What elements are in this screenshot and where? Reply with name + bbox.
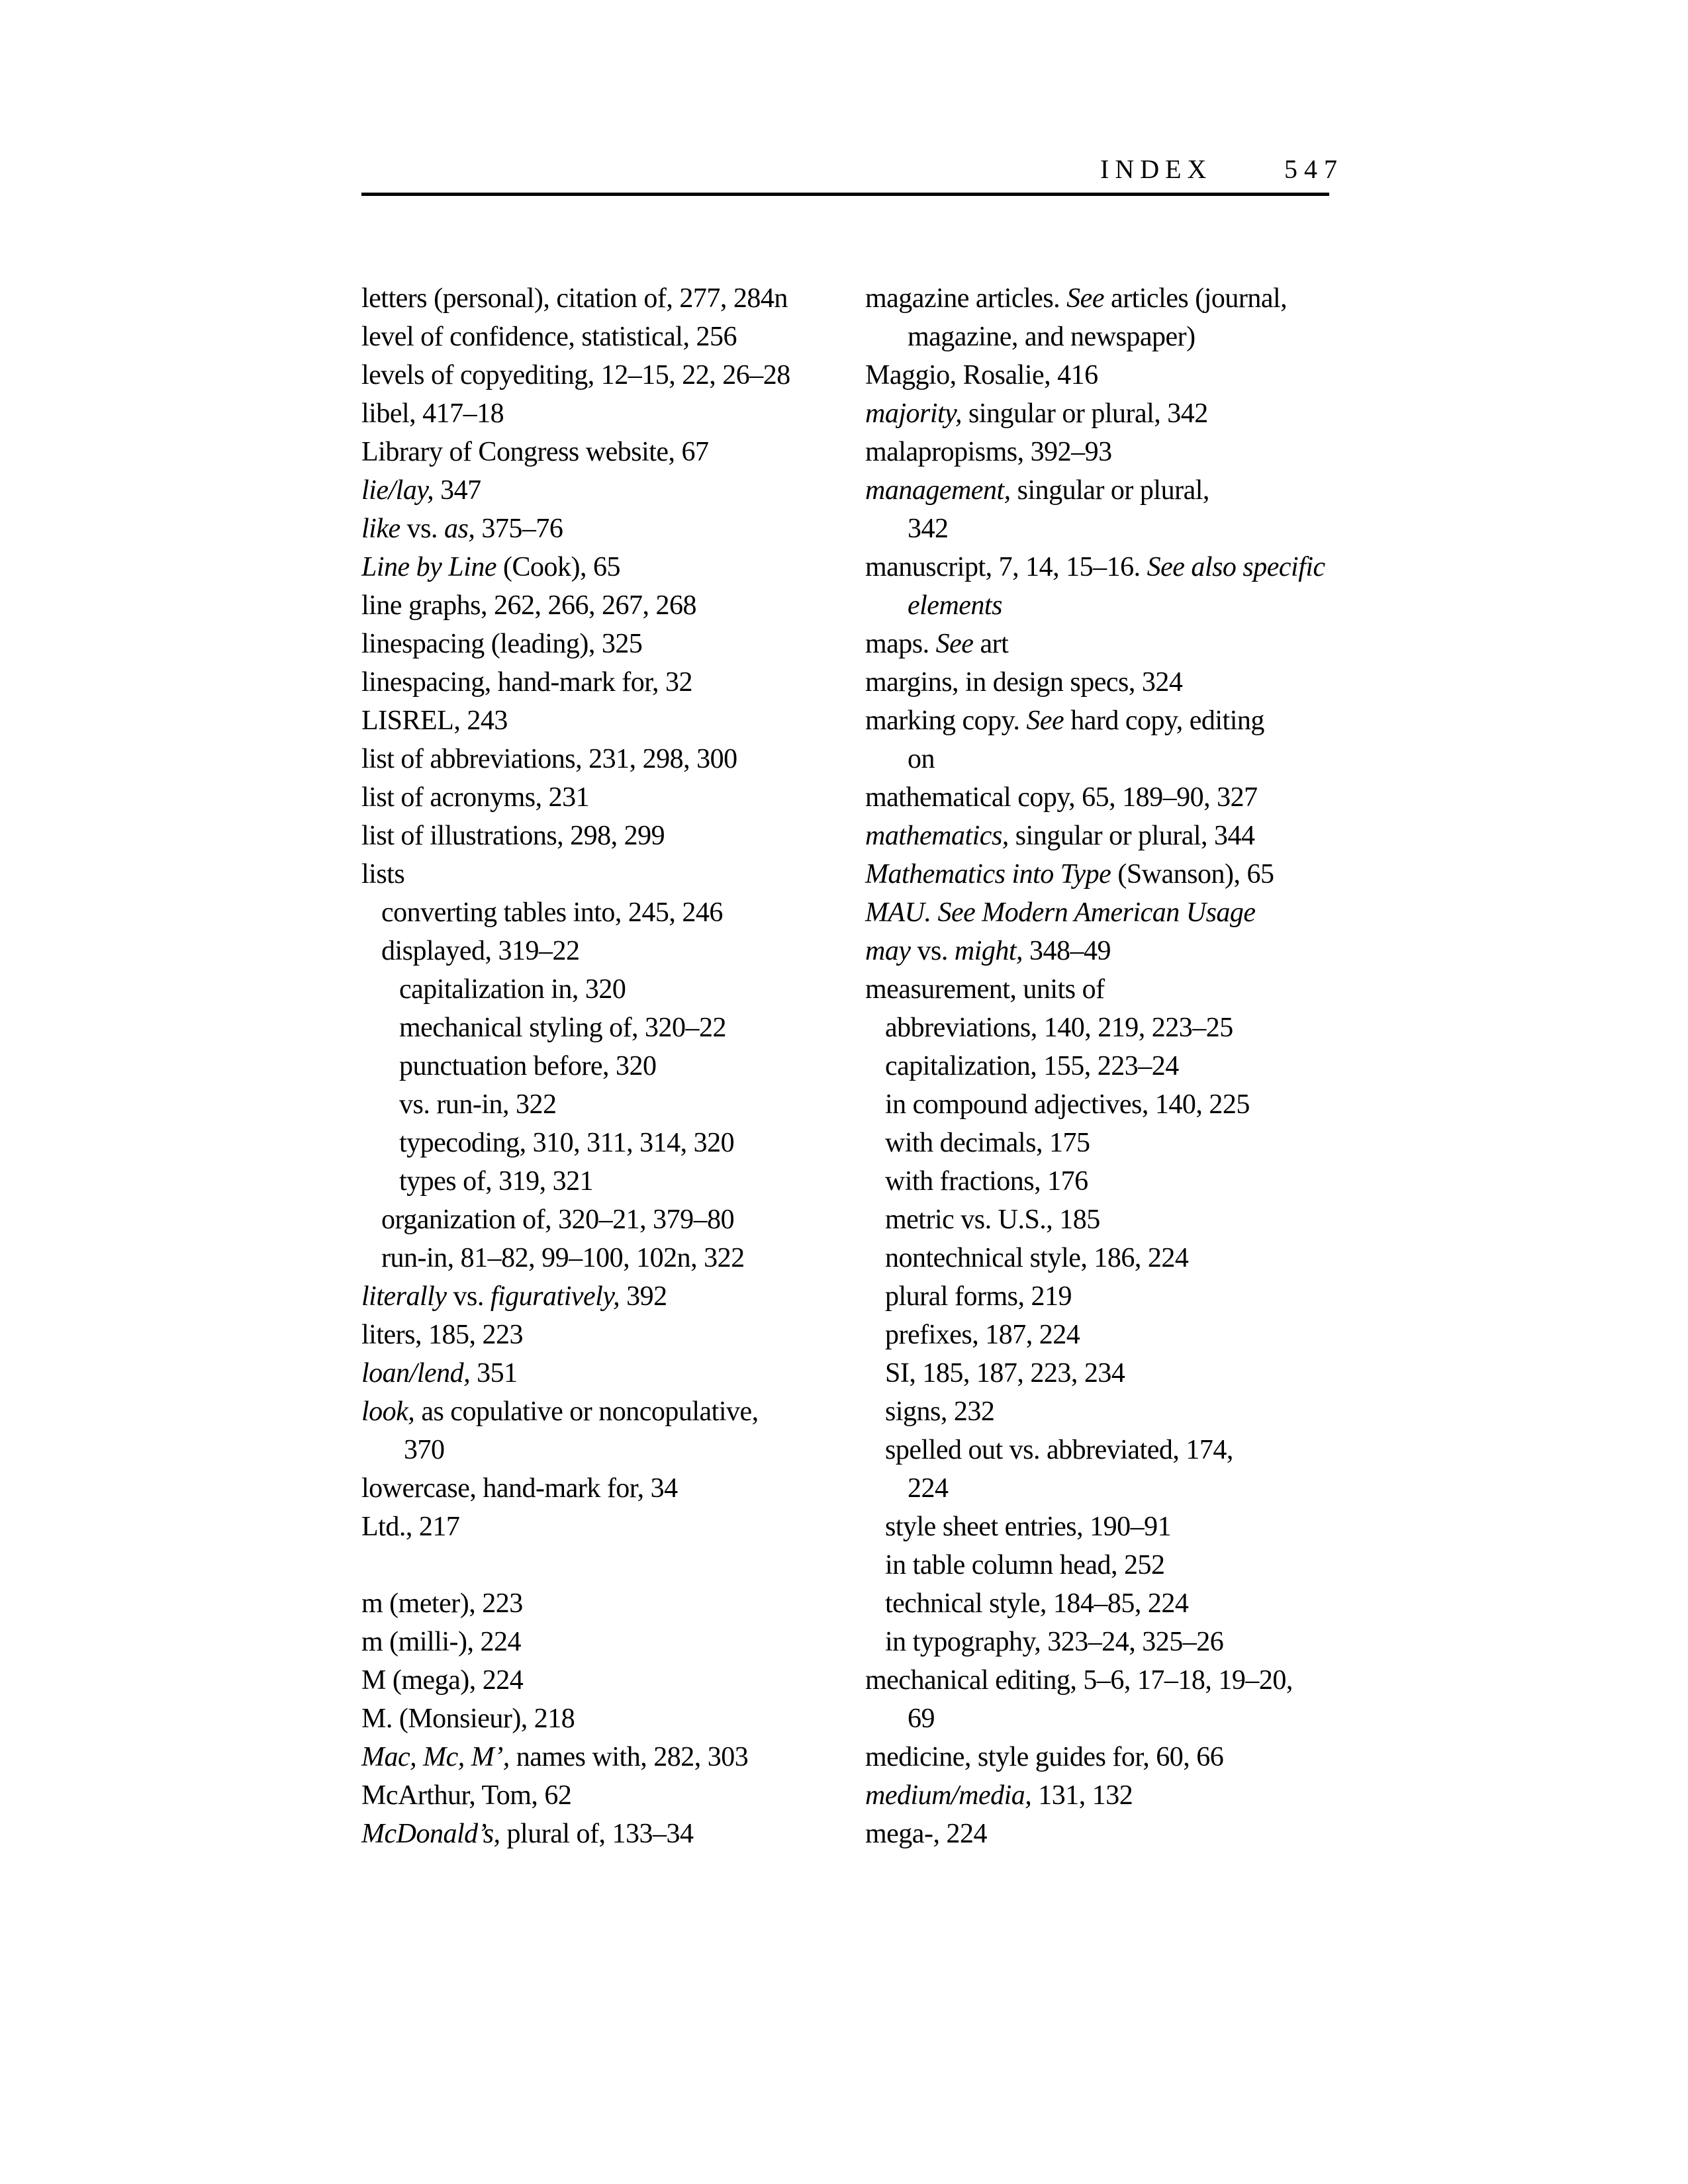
index-entry-line bbox=[865, 1546, 1368, 1584]
index-entry-line bbox=[361, 625, 865, 663]
entry-text: vs. bbox=[910, 936, 955, 966]
entry-text: SI, 185, 187, 223, 234 bbox=[885, 1358, 1125, 1388]
index-entry-line bbox=[865, 1469, 1368, 1508]
entry-text-italic: may bbox=[865, 936, 911, 966]
entry-text: plural forms, 219 bbox=[885, 1281, 1072, 1312]
entry-text: linespacing (leading), 325 bbox=[361, 629, 643, 659]
index-entry-line bbox=[361, 1162, 865, 1201]
entry-text: list of illustrations, 298, 299 bbox=[361, 821, 665, 851]
entry-text: art bbox=[973, 629, 1009, 659]
entry-text: 342 bbox=[908, 514, 949, 544]
index-entry-line bbox=[361, 1469, 865, 1508]
index-entry-line bbox=[865, 625, 1368, 663]
index-entry-line bbox=[865, 1623, 1368, 1661]
index-entry-line bbox=[361, 702, 865, 740]
entry-text: 351 bbox=[470, 1358, 518, 1388]
index-entry-line bbox=[865, 663, 1368, 702]
index-entry-line bbox=[361, 1277, 865, 1316]
entry-text: converting tables into, 245, 246 bbox=[381, 897, 723, 928]
index-entry-line bbox=[865, 1584, 1368, 1623]
index-entry-line bbox=[361, 740, 865, 778]
index-entry-line bbox=[361, 471, 865, 510]
entry-text: linespacing, hand-mark for, 32 bbox=[361, 667, 692, 698]
entry-text: in typography, 323–24, 325–26 bbox=[885, 1627, 1224, 1657]
entry-text: typecoding, 310, 311, 314, 320 bbox=[399, 1128, 735, 1158]
entry-text: 370 bbox=[404, 1435, 445, 1465]
index-entry-line bbox=[865, 1124, 1368, 1162]
index-entry-line bbox=[361, 1815, 865, 1853]
entry-text: prefixes, 187, 224 bbox=[885, 1320, 1080, 1350]
entry-text-italic: lie/lay, bbox=[361, 475, 434, 506]
index-entry-line bbox=[361, 1508, 865, 1546]
page-number: 547 bbox=[1284, 154, 1344, 184]
entry-text-italic: See bbox=[1026, 705, 1064, 736]
entry-text: Library of Congress website, 67 bbox=[361, 437, 709, 467]
entry-text: Maggio, Rosalie, 416 bbox=[865, 360, 1098, 390]
index-entry-line bbox=[865, 1201, 1368, 1239]
index-entry-line bbox=[865, 740, 1368, 778]
index-entry-line bbox=[865, 1162, 1368, 1201]
entry-text: lowercase, hand-mark for, 34 bbox=[361, 1473, 678, 1504]
entry-text: style sheet entries, 190–91 bbox=[885, 1512, 1172, 1542]
entry-text: magazine articles. bbox=[865, 283, 1067, 314]
index-entry-line bbox=[865, 893, 1368, 932]
index-entry-line bbox=[865, 1700, 1368, 1738]
index-entry-line bbox=[865, 471, 1368, 510]
index-entry-line bbox=[361, 1124, 865, 1162]
header-rule bbox=[361, 193, 1329, 196]
entry-text: magazine, and newspaper) bbox=[908, 322, 1196, 352]
entry-text: 69 bbox=[908, 1704, 935, 1734]
index-entry-line bbox=[865, 1776, 1368, 1815]
entry-text: vs. bbox=[446, 1281, 491, 1312]
entry-text: manuscript, 7, 14, 15–16. bbox=[865, 552, 1147, 582]
index-entry-line bbox=[865, 1239, 1368, 1277]
entry-text: mechanical styling of, 320–22 bbox=[399, 1013, 727, 1043]
entry-text: displayed, 319–22 bbox=[381, 936, 580, 966]
index-entry-line bbox=[361, 279, 865, 318]
entry-text: levels of copyediting, 12–15, 22, 26–28 bbox=[361, 360, 790, 390]
entry-text: 131, 132 bbox=[1031, 1780, 1133, 1811]
entry-text: in table column head, 252 bbox=[885, 1550, 1165, 1580]
entry-text: line graphs, 262, 266, 267, 268 bbox=[361, 590, 696, 621]
entry-text: plural of, 133–34 bbox=[500, 1819, 694, 1849]
entry-text: mega-, 224 bbox=[865, 1819, 987, 1849]
index-entry-line bbox=[361, 1623, 865, 1661]
entry-text-italic: Mathematics into Type bbox=[865, 859, 1111, 889]
blank-line bbox=[361, 1546, 865, 1584]
index-entry-line bbox=[865, 817, 1368, 855]
index-entry-line bbox=[865, 855, 1368, 893]
index-entry-line bbox=[361, 318, 865, 356]
entry-text: Ltd., 217 bbox=[361, 1512, 460, 1542]
entry-text: names with, 282, 303 bbox=[509, 1742, 749, 1772]
index-entry-line bbox=[865, 1277, 1368, 1316]
entry-text: technical style, 184–85, 224 bbox=[885, 1588, 1189, 1619]
index-entry-line bbox=[361, 1700, 865, 1738]
index-entry-line bbox=[865, 1316, 1368, 1354]
entry-text: 375–76 bbox=[475, 514, 563, 544]
index-entry-line bbox=[361, 970, 865, 1009]
entry-text: hard copy, editing bbox=[1064, 705, 1264, 736]
entry-text: metric vs. U.S., 185 bbox=[885, 1205, 1100, 1235]
entry-text-italic: like bbox=[361, 514, 400, 544]
index-entry-line bbox=[865, 1661, 1368, 1700]
index-entry-line bbox=[361, 1201, 865, 1239]
entry-text: articles (journal, bbox=[1103, 283, 1288, 314]
running-head-title: INDEX bbox=[1100, 154, 1213, 184]
entry-text: margins, in design specs, 324 bbox=[865, 667, 1183, 698]
index-entry-line bbox=[361, 1776, 865, 1815]
entry-text: level of confidence, statistical, 256 bbox=[361, 322, 737, 352]
entry-text: letters (personal), citation of, 277, 284n bbox=[361, 283, 788, 314]
entry-text: with fractions, 176 bbox=[885, 1166, 1088, 1197]
index-entry-line bbox=[361, 394, 865, 433]
index-entry-line bbox=[361, 1354, 865, 1392]
index-entry-line bbox=[361, 1661, 865, 1700]
index-entry-line bbox=[361, 1047, 865, 1085]
entry-text: organization of, 320–21, 379–80 bbox=[381, 1205, 735, 1235]
index-entry-line bbox=[865, 510, 1368, 548]
entry-text-italic: mathematics, bbox=[865, 821, 1009, 851]
index-entry-line bbox=[865, 1392, 1368, 1431]
index-entry-line bbox=[865, 1009, 1368, 1047]
entry-text-italic: look, bbox=[361, 1396, 415, 1427]
entry-text-italic: majority, bbox=[865, 398, 962, 429]
entry-text: lists bbox=[361, 859, 405, 889]
entry-text: 224 bbox=[908, 1473, 949, 1504]
index-entry-line bbox=[865, 1815, 1368, 1853]
entry-text: vs. run-in, 322 bbox=[399, 1089, 557, 1120]
entry-text: vs. bbox=[400, 514, 444, 544]
entry-text: singular or plural, bbox=[1010, 475, 1209, 506]
entry-text: capitalization, 155, 223–24 bbox=[885, 1051, 1179, 1081]
entry-text-italic: medium/media, bbox=[865, 1780, 1032, 1811]
index-entry-line bbox=[361, 1392, 865, 1431]
index-entry-line bbox=[865, 702, 1368, 740]
index-entry-line bbox=[361, 586, 865, 625]
entry-text: with decimals, 175 bbox=[885, 1128, 1090, 1158]
entry-text: on bbox=[908, 744, 935, 774]
entry-text: spelled out vs. abbreviated, 174, bbox=[885, 1435, 1233, 1465]
entry-text: abbreviations, 140, 219, 223–25 bbox=[885, 1013, 1233, 1043]
index-entry-line bbox=[865, 394, 1368, 433]
index-entry-line bbox=[361, 893, 865, 932]
index-entry-line bbox=[865, 1085, 1368, 1124]
index-entry-line bbox=[865, 1738, 1368, 1776]
entry-text-italic: MAU. See Modern American Usage bbox=[865, 897, 1256, 928]
entry-text-italic: See bbox=[935, 629, 974, 659]
entry-text-italic: See also specific bbox=[1147, 552, 1325, 582]
entry-text-italic: Line by Line bbox=[361, 552, 496, 582]
entry-text: signs, 232 bbox=[885, 1396, 995, 1427]
entry-text-italic: management, bbox=[865, 475, 1011, 506]
index-entry-line bbox=[865, 970, 1368, 1009]
entry-text: m (milli-), 224 bbox=[361, 1627, 521, 1657]
index-entry-line bbox=[865, 932, 1368, 970]
entry-text: liters, 185, 223 bbox=[361, 1320, 523, 1350]
entry-text: 392 bbox=[620, 1281, 667, 1312]
index-column-left bbox=[361, 279, 865, 1853]
entry-text: in compound adjectives, 140, 225 bbox=[885, 1089, 1250, 1120]
entry-text: list of acronyms, 231 bbox=[361, 782, 590, 813]
index-entry-line bbox=[361, 1431, 865, 1469]
index-entry-line bbox=[361, 1085, 865, 1124]
index-entry-line bbox=[361, 1239, 865, 1277]
entry-text: list of abbreviations, 231, 298, 300 bbox=[361, 744, 737, 774]
entry-text-italic: Mac, Mc, M’, bbox=[361, 1742, 510, 1772]
entry-text: M. (Monsieur), 218 bbox=[361, 1704, 575, 1734]
entry-text: marking copy. bbox=[865, 705, 1027, 736]
index-entry-line bbox=[361, 932, 865, 970]
index-entry-line bbox=[361, 356, 865, 394]
entry-text: singular or plural, 342 bbox=[962, 398, 1208, 429]
entry-text: (Swanson), 65 bbox=[1111, 859, 1274, 889]
index-entry-line bbox=[361, 778, 865, 817]
entry-text-italic: McDonald’s, bbox=[361, 1819, 500, 1849]
entry-text: as copulative or noncopulative, bbox=[414, 1396, 759, 1427]
index-entry-line bbox=[865, 279, 1368, 318]
index-entry-line bbox=[865, 1354, 1368, 1392]
entry-text: 347 bbox=[434, 475, 481, 506]
index-entry-line bbox=[361, 855, 865, 893]
entry-text: McArthur, Tom, 62 bbox=[361, 1780, 572, 1811]
index-entry-line bbox=[865, 356, 1368, 394]
entry-text: (Cook), 65 bbox=[496, 552, 620, 582]
entry-text-italic: as, bbox=[444, 514, 475, 544]
index-entry-line bbox=[361, 548, 865, 586]
entry-text: LISREL, 243 bbox=[361, 705, 508, 736]
entry-text-italic: elements bbox=[908, 590, 1002, 621]
entry-text: nontechnical style, 186, 224 bbox=[885, 1243, 1189, 1273]
index-entry-line bbox=[865, 1047, 1368, 1085]
entry-text: run-in, 81–82, 99–100, 102n, 322 bbox=[381, 1243, 745, 1273]
index-entry-line bbox=[865, 433, 1368, 471]
index-entry-line bbox=[865, 586, 1368, 625]
index-entry-line bbox=[865, 318, 1368, 356]
entry-text: medicine, style guides for, 60, 66 bbox=[865, 1742, 1224, 1772]
index-column-right bbox=[865, 279, 1368, 1853]
index-entry-line bbox=[361, 1009, 865, 1047]
index-entry-line bbox=[865, 1431, 1368, 1469]
entry-text: mechanical editing, 5–6, 17–18, 19–20, bbox=[865, 1665, 1293, 1696]
entry-text: punctuation before, 320 bbox=[399, 1051, 657, 1081]
index-entry-line bbox=[865, 778, 1368, 817]
entry-text: singular or plural, 344 bbox=[1008, 821, 1255, 851]
entry-text-italic: See bbox=[1066, 283, 1104, 314]
index-entry-line bbox=[361, 1584, 865, 1623]
entry-text: capitalization in, 320 bbox=[399, 974, 626, 1005]
index-entry-line bbox=[865, 1508, 1368, 1546]
entry-text-italic: loan/lend, bbox=[361, 1358, 471, 1388]
index-entry-line bbox=[865, 548, 1368, 586]
entry-text: types of, 319, 321 bbox=[399, 1166, 594, 1197]
index-entry-line bbox=[361, 510, 865, 548]
index-entry-line bbox=[361, 1738, 865, 1776]
entry-text: malapropisms, 392–93 bbox=[865, 437, 1112, 467]
entry-text: m (meter), 223 bbox=[361, 1588, 523, 1619]
entry-text-italic: figuratively, bbox=[490, 1281, 620, 1312]
index-entry-line bbox=[361, 817, 865, 855]
entry-text: maps. bbox=[865, 629, 936, 659]
entry-text-italic: literally bbox=[361, 1281, 447, 1312]
index-entry-line bbox=[361, 1316, 865, 1354]
entry-text: measurement, units of bbox=[865, 974, 1105, 1005]
entry-text: mathematical copy, 65, 189–90, 327 bbox=[865, 782, 1258, 813]
entry-text: M (mega), 224 bbox=[361, 1665, 524, 1696]
entry-text: 348–49 bbox=[1023, 936, 1111, 966]
entry-text-italic: might, bbox=[954, 936, 1023, 966]
index-entry-line bbox=[361, 663, 865, 702]
index-entry-line bbox=[361, 433, 865, 471]
entry-text: libel, 417–18 bbox=[361, 398, 504, 429]
